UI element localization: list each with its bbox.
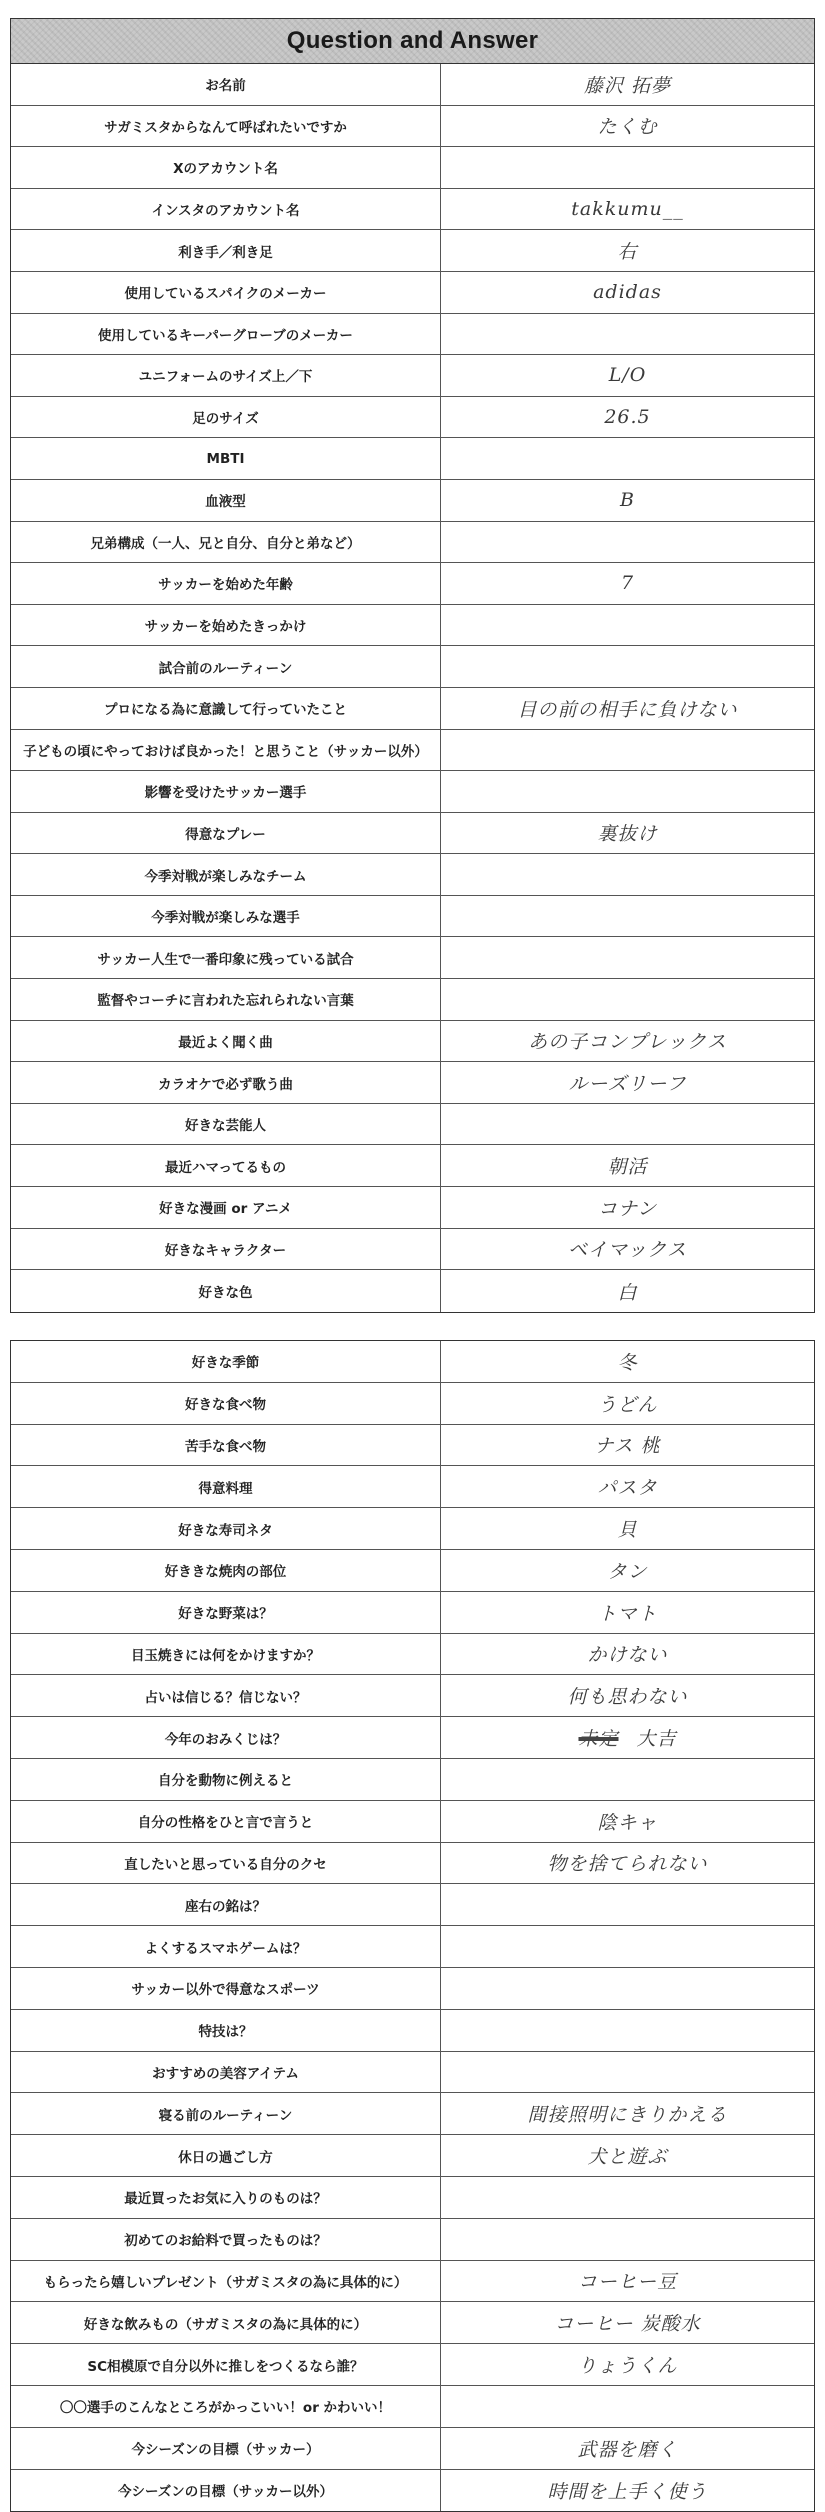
table-row xyxy=(11,147,814,189)
table-row xyxy=(11,1926,814,1968)
answer-cell xyxy=(441,1187,814,1228)
table-row xyxy=(11,272,814,314)
table-row xyxy=(11,522,814,564)
table-row xyxy=(11,438,814,480)
question-cell: 影響を受けたサッカー選手 xyxy=(11,771,441,812)
answer-cell xyxy=(441,1466,814,1507)
answer-cell xyxy=(441,1717,814,1758)
question-cell: 目玉焼きには何をかけますか？ xyxy=(11,1634,441,1675)
question-cell: 得意料理 xyxy=(11,1466,441,1507)
question-cell: 試合前のルーティーン xyxy=(11,646,441,687)
question-cell: 苦手な食べ物 xyxy=(11,1425,441,1466)
table-row xyxy=(11,646,814,688)
answer-text: 武器を磨く xyxy=(577,2438,678,2461)
answer-cell xyxy=(441,230,814,271)
table-row xyxy=(11,2177,814,2219)
question-cell: 今シーズンの目標（サッカー） xyxy=(11,2428,441,2469)
answer-cell xyxy=(441,1104,814,1145)
answer-cell xyxy=(441,1968,814,2009)
table-row xyxy=(11,730,814,772)
answer-text: 物を捨てられない xyxy=(547,1853,708,1876)
answer-text: りょうくん xyxy=(577,2355,678,2378)
table-row xyxy=(11,1843,814,1885)
answer-cell xyxy=(441,1021,814,1062)
table-row xyxy=(11,1104,814,1146)
answer-cell xyxy=(441,1634,814,1675)
answer-cell xyxy=(441,106,814,147)
answer-cell xyxy=(441,1425,814,1466)
answer-text: adidas xyxy=(593,281,662,304)
answer-cell xyxy=(441,2135,814,2176)
table-row xyxy=(11,2386,814,2428)
table-row xyxy=(11,771,814,813)
answer-cell xyxy=(441,2177,814,2218)
answer-cell xyxy=(441,2470,814,2512)
answer-cell xyxy=(441,1843,814,1884)
answer-text: 藤沢 拓夢 xyxy=(583,74,672,97)
question-cell: カラオケで必ず歌う曲 xyxy=(11,1062,441,1103)
struck-answer: 未定 xyxy=(578,1728,619,1751)
table-row xyxy=(11,314,814,356)
question-cell: 好きな芸能人 xyxy=(11,1104,441,1145)
answer-cell xyxy=(441,438,814,479)
table-row xyxy=(11,106,814,148)
answer-cell xyxy=(441,2219,814,2260)
question-cell: 占いは信じる？信じない？ xyxy=(11,1675,441,1716)
answer-cell xyxy=(441,2093,814,2134)
question-cell: サッカーを始めたきっかけ xyxy=(11,605,441,646)
answer-cell xyxy=(441,2010,814,2051)
answer-cell xyxy=(441,1383,814,1424)
table-row xyxy=(11,1466,814,1508)
question-cell: サッカーを始めた年齢 xyxy=(11,563,441,604)
question-cell: Xのアカウント名 xyxy=(11,147,441,188)
answer-text: 何も思わない xyxy=(567,1686,688,1709)
table-row xyxy=(11,813,814,855)
question-cell: 好きな漫画 or アニメ xyxy=(11,1187,441,1228)
table-row xyxy=(11,1801,814,1843)
table-row xyxy=(11,979,814,1021)
answer-cell xyxy=(441,730,814,771)
question-cell: 最近ハマってるもの xyxy=(11,1145,441,1186)
table-row xyxy=(11,1229,814,1271)
question-cell: 使用しているスパイクのメーカー xyxy=(11,272,441,313)
answer-cell xyxy=(441,1341,814,1382)
table-row xyxy=(11,1634,814,1676)
question-cell: 利き手／利き足 xyxy=(11,230,441,271)
answer-text: パスタ xyxy=(597,1477,658,1500)
qa-sheet-page-2 xyxy=(10,1340,815,2512)
question-cell: サガミスタからなんて呼ばれたいですか xyxy=(11,106,441,147)
table-row xyxy=(11,2302,814,2344)
table-row xyxy=(11,854,814,896)
answer-cell xyxy=(441,979,814,1020)
table-row xyxy=(11,2052,814,2094)
answer-cell xyxy=(441,1508,814,1549)
answer-text: コーヒー豆 xyxy=(577,2271,678,2294)
table-row xyxy=(11,896,814,938)
question-cell: サッカー以外で得意なスポーツ xyxy=(11,1968,441,2009)
table-row xyxy=(11,688,814,730)
answer-text: 裏抜け xyxy=(597,823,658,846)
answer-text: 貝 xyxy=(617,1519,638,1542)
table-row xyxy=(11,189,814,231)
answer-cell xyxy=(441,355,814,396)
answer-text: takkumu__ xyxy=(571,198,684,221)
answer-cell xyxy=(441,563,814,604)
answer-text: B xyxy=(620,489,635,512)
answer-cell xyxy=(441,1592,814,1633)
question-cell: 自分の性格をひと言で言うと xyxy=(11,1801,441,1842)
answer-text: トマト xyxy=(597,1602,658,1625)
answer-text: コーヒー 炭酸水 xyxy=(554,2313,701,2336)
answer-text: コナン xyxy=(597,1197,658,1220)
answer-text: 目の前の相手に負けない xyxy=(517,698,738,721)
question-cell: 好ききな焼肉の部位 xyxy=(11,1550,441,1591)
answer-cell xyxy=(441,646,814,687)
question-cell: SC相模原で自分以外に推しをつくるなら誰？ xyxy=(11,2344,441,2385)
answer-text: 大吉 xyxy=(636,1728,677,1751)
qa-sheet-page-1 xyxy=(10,18,815,1313)
answer-text: タン xyxy=(607,1560,648,1583)
question-cell: 休日の過ごし方 xyxy=(11,2135,441,2176)
question-cell: おすすめの美容アイテム xyxy=(11,2052,441,2093)
question-cell: 直したいと思っている自分のクセ xyxy=(11,1843,441,1884)
question-cell: 今シーズンの目標（サッカー以外） xyxy=(11,2470,441,2512)
table-row xyxy=(11,1550,814,1592)
table-row xyxy=(11,2010,814,2052)
answer-text: かけない xyxy=(587,1644,668,1667)
table-row xyxy=(11,1759,814,1801)
answer-text: ベイマックス xyxy=(567,1239,688,1262)
table-row xyxy=(11,563,814,605)
answer-cell xyxy=(441,397,814,438)
answer-text: ナス 桃 xyxy=(594,1435,661,1458)
qa-table-1 xyxy=(11,64,814,1312)
table-row xyxy=(11,937,814,979)
table-row xyxy=(11,1968,814,2010)
table-row xyxy=(11,1675,814,1717)
answer-text: 白 xyxy=(617,1281,638,1304)
answer-cell xyxy=(441,1884,814,1925)
answer-cell xyxy=(441,480,814,521)
question-cell: 血液型 xyxy=(11,480,441,521)
question-cell: 監督やコーチに言われた忘れられない言葉 xyxy=(11,979,441,1020)
question-cell: よくするスマホゲームは？ xyxy=(11,1926,441,1967)
answer-cell xyxy=(441,272,814,313)
table-row xyxy=(11,64,814,106)
question-cell: 初めてのお給料で買ったものは？ xyxy=(11,2219,441,2260)
question-cell: 〇〇選手のこんなところがかっこいい！or かわいい！ xyxy=(11,2386,441,2427)
question-cell: 特技は？ xyxy=(11,2010,441,2051)
question-cell: 好きな食べ物 xyxy=(11,1383,441,1424)
question-cell: 兄弟構成（一人、兄と自分、自分と弟など） xyxy=(11,522,441,563)
answer-cell xyxy=(441,64,814,105)
answer-cell xyxy=(441,1759,814,1800)
table-row xyxy=(11,1508,814,1550)
table-row xyxy=(11,1270,814,1312)
answer-cell xyxy=(441,688,814,729)
question-cell: もらったら嬉しいプレゼント（サガミスタの為に具体的に） xyxy=(11,2261,441,2302)
answer-text: 朝活 xyxy=(607,1156,648,1179)
answer-cell xyxy=(441,1550,814,1591)
answer-text: 陰キャ xyxy=(597,1811,658,1834)
answer-cell xyxy=(441,2052,814,2093)
answer-text: 間接照明にきりかえる xyxy=(527,2104,728,2127)
qa-table-2 xyxy=(11,1341,814,2511)
answer-text: 26.5 xyxy=(604,406,651,429)
table-row xyxy=(11,2093,814,2135)
answer-text: L/O xyxy=(608,364,647,387)
answer-cell xyxy=(441,771,814,812)
table-row xyxy=(11,1884,814,1926)
table-row xyxy=(11,1592,814,1634)
answer-cell xyxy=(441,314,814,355)
title-bar xyxy=(11,19,814,64)
table-row xyxy=(11,480,814,522)
table-row xyxy=(11,1383,814,1425)
answer-text: 7 xyxy=(620,572,635,595)
answer-text: たくむ xyxy=(597,116,658,139)
answer-cell xyxy=(441,1801,814,1842)
answer-cell xyxy=(441,147,814,188)
question-cell: プロになる為に意識して行っていたこと xyxy=(11,688,441,729)
question-cell: 今季対戦が楽しみなチーム xyxy=(11,854,441,895)
table-row xyxy=(11,1341,814,1383)
question-cell: インスタのアカウント名 xyxy=(11,189,441,230)
question-cell: 好きな飲みもの（サガミスタの為に具体的に） xyxy=(11,2302,441,2343)
answer-text: 時間を上手く使う xyxy=(547,2480,708,2503)
answer-cell xyxy=(441,2386,814,2427)
table-row xyxy=(11,605,814,647)
table-row xyxy=(11,230,814,272)
question-cell: 座右の銘は？ xyxy=(11,1884,441,1925)
table-row xyxy=(11,2135,814,2177)
table-row xyxy=(11,1717,814,1759)
table-row xyxy=(11,2470,814,2512)
answer-cell xyxy=(441,605,814,646)
answer-cell xyxy=(441,813,814,854)
table-row xyxy=(11,2261,814,2303)
answer-text: 犬と遊ぶ xyxy=(587,2146,668,2169)
question-cell: 自分を動物に例えると xyxy=(11,1759,441,1800)
question-cell: 子どもの頃にやっておけば良かった！と思うこと（サッカー以外） xyxy=(11,730,441,771)
question-cell: 好きなキャラクター xyxy=(11,1229,441,1270)
question-cell: 得意なプレー xyxy=(11,813,441,854)
question-cell: 今季対戦が楽しみな選手 xyxy=(11,896,441,937)
question-cell: 今年のおみくじは？ xyxy=(11,1717,441,1758)
answer-text: 冬 xyxy=(617,1351,638,1374)
answer-cell xyxy=(441,1675,814,1716)
table-row xyxy=(11,1145,814,1187)
page-title: Question and Answer xyxy=(286,27,539,54)
question-cell: ユニフォームのサイズ上／下 xyxy=(11,355,441,396)
answer-text: うどん xyxy=(597,1393,658,1416)
table-row xyxy=(11,355,814,397)
question-cell: 好きな野菜は？ xyxy=(11,1592,441,1633)
answer-cell xyxy=(441,2261,814,2302)
question-cell: サッカー人生で一番印象に残っている試合 xyxy=(11,937,441,978)
question-cell: 使用しているキーパーグローブのメーカー xyxy=(11,314,441,355)
question-cell: 寝る前のルーティーン xyxy=(11,2093,441,2134)
question-cell: 好きな寿司ネタ xyxy=(11,1508,441,1549)
answer-cell xyxy=(441,1926,814,1967)
question-cell: お名前 xyxy=(11,64,441,105)
table-row xyxy=(11,1021,814,1063)
question-cell: MBTI xyxy=(11,438,441,479)
answer-cell xyxy=(441,1229,814,1270)
table-row xyxy=(11,2219,814,2261)
answer-cell xyxy=(441,2428,814,2469)
question-cell: 好きな季節 xyxy=(11,1341,441,1382)
answer-cell xyxy=(441,937,814,978)
question-cell: 最近よく聞く曲 xyxy=(11,1021,441,1062)
answer-text: ルーズリーフ xyxy=(568,1073,687,1096)
question-cell: 足のサイズ xyxy=(11,397,441,438)
answer-text: あの子コンプレックス xyxy=(528,1031,727,1054)
table-row xyxy=(11,1425,814,1467)
answer-cell xyxy=(441,2302,814,2343)
answer-cell xyxy=(441,896,814,937)
answer-cell xyxy=(441,2344,814,2385)
table-row xyxy=(11,397,814,439)
answer-cell xyxy=(441,1062,814,1103)
table-row xyxy=(11,1187,814,1229)
answer-cell xyxy=(441,522,814,563)
answer-cell xyxy=(441,1145,814,1186)
answer-cell xyxy=(441,854,814,895)
table-row xyxy=(11,2428,814,2470)
answer-cell xyxy=(441,1270,814,1312)
answer-text: 右 xyxy=(617,241,638,264)
table-row xyxy=(11,1062,814,1104)
answer-cell xyxy=(441,189,814,230)
question-cell: 最近買ったお気に入りのものは？ xyxy=(11,2177,441,2218)
question-cell: 好きな色 xyxy=(11,1270,441,1312)
table-row xyxy=(11,2344,814,2386)
